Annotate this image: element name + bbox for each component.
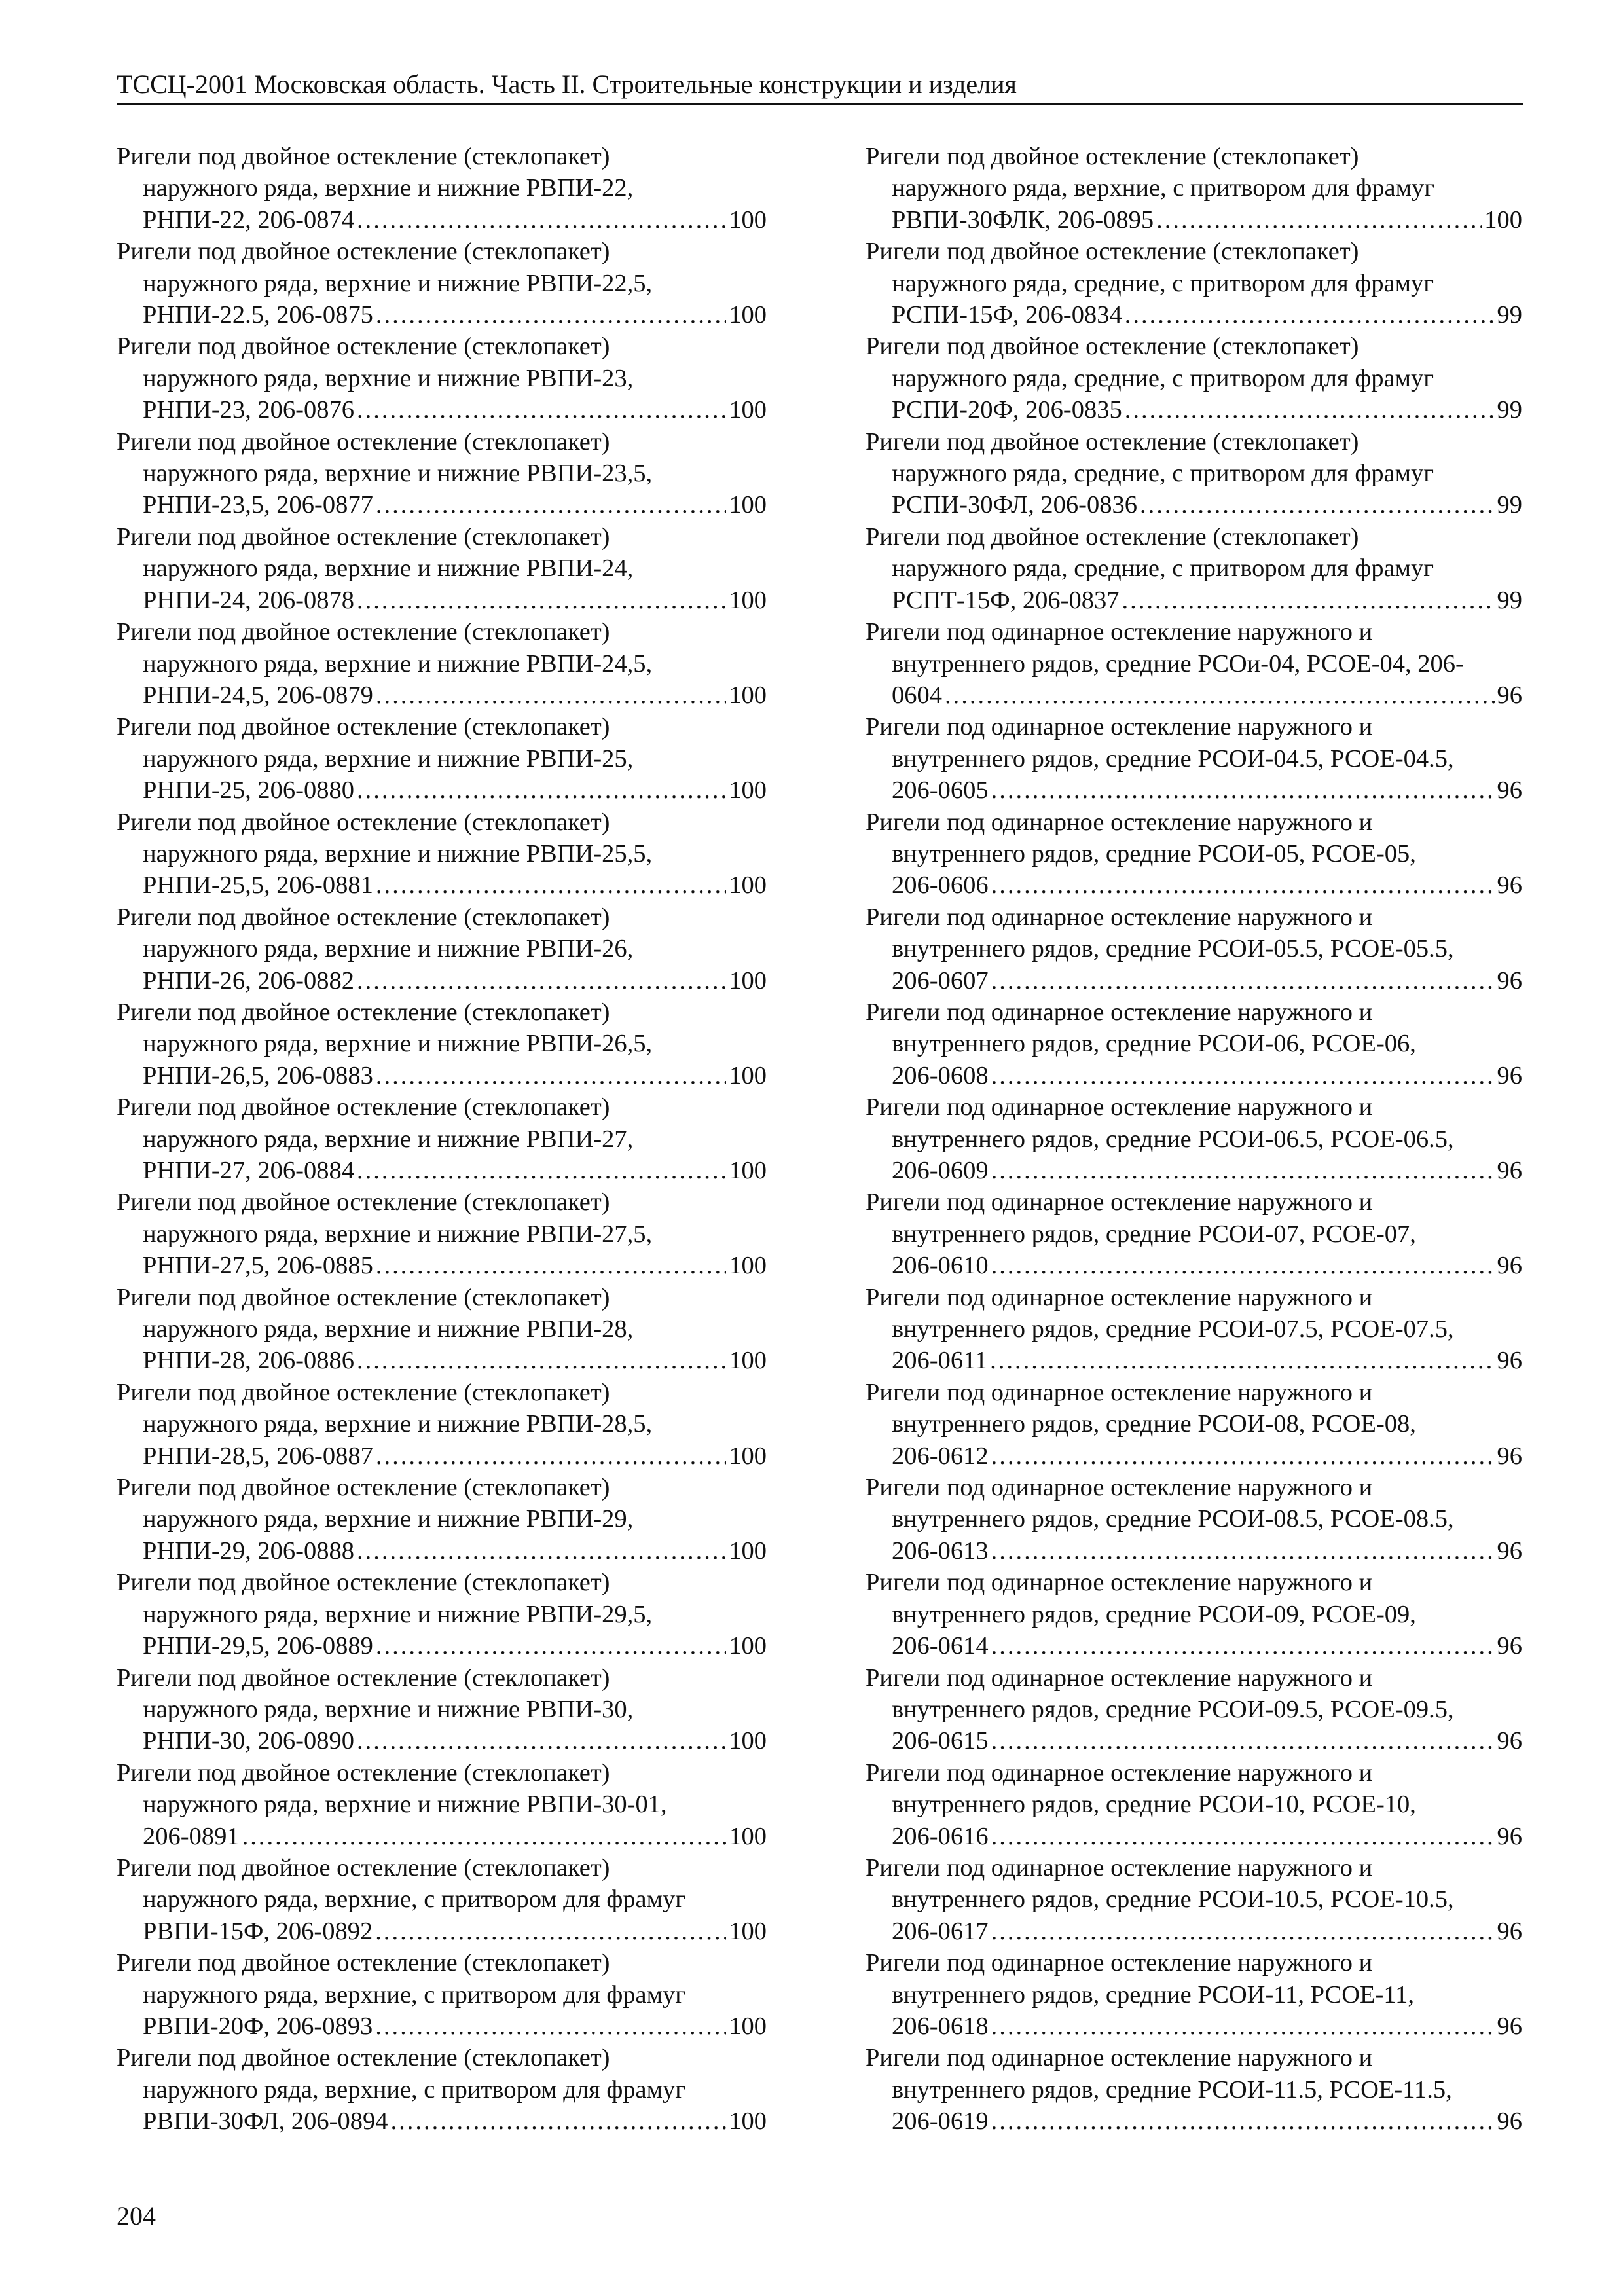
entry-last-line [866,1821,1522,1852]
dot-leader [357,1345,726,1376]
index-entry [866,331,1522,426]
entry-line: внутреннего рядов, средние РСОИ-07, РСОЕ-07, [892,1220,1416,1248]
entry-code: РНПИ-23,5, 206-0877 [143,491,373,519]
entry-line: Ригели под одинарное остекление наружного и [866,1758,1373,1787]
entry-line: Ригели под одинарное остекление наружного и [866,998,1373,1026]
index-entry [117,807,767,902]
index-entry [866,1091,1522,1186]
entry-last-line [117,204,767,236]
entry-line: внутреннего рядов, средние РСОИ-06.5, РСОЕ-06.5, [892,1125,1454,1153]
entry-page-ref: 96 [1497,1347,1522,1375]
entry-line: Ригели под одинарное остекление наружного и [866,1283,1373,1311]
entry-last-line [866,204,1522,236]
dot-leader [991,1821,1495,1852]
entry-code: РНПИ-27, 206-0884 [143,1157,354,1184]
entry-page-ref: 100 [729,1537,767,1565]
entry-line: внутреннего рядов, средние РСОИ-11, РСОЕ-11, [892,1980,1415,2009]
running-header: ТССЦ-2001 Московская область. Часть II. Строительные конструкции и изделия [117,65,1523,105]
entry-page-ref: 100 [729,586,767,614]
entry-code: РНПИ-26, 206-0882 [143,966,354,994]
dot-leader [376,489,726,520]
entry-last-line [117,2011,767,2042]
entry-page-ref: 100 [729,871,767,900]
entry-line: наружного ряда, верхние и нижние РВПИ-30, [143,1695,634,1723]
entry-last-line [866,2011,1522,2042]
entry-line: Ригели под одинарное остекление наружного и [866,1093,1373,1121]
entry-last-line [117,1630,767,1662]
entry-code: 206-0616 [892,1822,989,1850]
dot-leader [376,1630,726,1662]
dot-leader [375,1916,726,1947]
entry-page-ref: 100 [729,1822,767,1850]
entry-code: 0604 [892,681,942,709]
entry-code: 206-0607 [892,966,989,994]
entry-last-line [866,299,1522,331]
index-entry [117,426,767,521]
entry-page-ref: 99 [1497,396,1522,424]
entry-line: внутреннего рядов, средние РСОИ-05, РСОЕ-05, [892,839,1416,867]
entry-line: Ригели под одинарное остекление наружного и [866,1949,1373,1977]
entry-line: внутреннего рядов, средние РСОИ-10, РСОЕ-10, [892,1791,1416,1819]
index-entry [117,2042,767,2137]
entry-code: РНПИ-22, 206-0874 [143,206,354,234]
entry-page-ref: 100 [729,1347,767,1375]
dot-leader [357,1725,726,1757]
entry-line: Ригели под двойное остекление (стеклопакет) [117,2044,610,2072]
index-entry [866,141,1522,236]
entry-line: наружного ряда, верхние и нижние РВПИ-29, [143,1505,634,1533]
index-entry [866,1567,1522,1662]
index-entry [866,1472,1522,1567]
entry-page-ref: 96 [1497,1632,1522,1660]
entry-code: 206-0619 [892,2107,989,2136]
entry-line: наружного ряда, средние, с притвором для фрамуг [892,364,1434,392]
entry-page-ref: 96 [1497,1917,1522,1945]
entry-line: Ригели под одинарное остекление наружного и [866,2044,1373,2072]
entry-line: Ригели под двойное остекление (стеклопакет) [117,1093,610,1121]
entry-page-ref: 96 [1497,1822,1522,1850]
entry-line: Ригели под двойное остекление (стеклопакет) [117,618,610,646]
index-entry [866,902,1522,996]
entry-line: Ригели под двойное остекление (стеклопакет) [117,428,610,456]
entry-page-ref: 99 [1497,586,1522,614]
entry-code: РНПИ-25, 206-0880 [143,776,354,805]
entry-page-ref: 96 [1497,1537,1522,1565]
dot-leader [1125,299,1495,331]
entry-last-line [117,2105,767,2137]
entry-line: наружного ряда, верхние и нижние РВПИ-29,5, [143,1600,653,1628]
entry-line: наружного ряда, средние, с притвором для фрамуг [892,269,1434,297]
entry-last-line [866,585,1522,616]
entry-code: РНПИ-29, 206-0888 [143,1537,354,1565]
entry-line: Ригели под двойное остекление (стеклопакет) [117,333,610,361]
dot-leader [357,585,726,616]
index-entry [866,1377,1522,1472]
index-entry [866,521,1522,616]
entry-last-line [866,1250,1522,1281]
index-entry [866,616,1522,711]
entry-last-line [866,1155,1522,1186]
dot-leader [357,1155,726,1186]
index-entry [866,1852,1522,1947]
index-entry [117,236,767,331]
dot-leader [991,965,1495,996]
dot-leader [376,1060,726,1091]
entry-page-ref: 100 [729,1917,767,1945]
dot-leader [991,869,1495,901]
entry-page-ref: 96 [1497,2012,1522,2040]
dot-leader [991,1060,1495,1091]
entry-page-ref: 100 [729,1442,767,1470]
dot-leader [357,965,726,996]
dot-leader [991,1535,1495,1567]
entry-code: РСПИ-15Ф, 206-0834 [892,301,1122,329]
entry-code: 206-0610 [892,1252,989,1280]
entry-line: наружного ряда, средние, с притвором для фрамуг [892,460,1434,488]
entry-last-line [866,2105,1522,2137]
entry-page-ref: 100 [729,776,767,805]
index-entry [117,1757,767,1852]
index-entry [866,1186,1522,1281]
dot-leader [376,1250,726,1281]
entry-last-line [117,1725,767,1757]
index-entry [117,141,767,236]
entry-code: 206-0612 [892,1442,989,1470]
entry-last-line [117,869,767,901]
entry-last-line [866,774,1522,806]
dot-leader [376,680,726,711]
entry-line: внутреннего рядов, средние РСОи-04, РСОЕ-04, 206- [892,649,1464,678]
index-entry [866,996,1522,1091]
dot-leader [991,1440,1495,1472]
entry-line: наружного ряда, верхние и нижние РВПИ-30-01, [143,1791,667,1819]
entry-last-line [117,680,767,711]
index-entry [117,1947,767,2042]
entry-page-ref: 100 [729,2107,767,2136]
entry-line: Ригели под двойное остекление (стеклопакет) [866,333,1359,361]
entry-line: внутреннего рядов, средние РСОИ-08.5, РСОЕ-08.5, [892,1505,1454,1533]
entry-page-ref: 99 [1497,491,1522,519]
entry-page-ref: 96 [1497,871,1522,900]
entry-line: Ригели под двойное остекление (стеклопакет) [866,522,1359,551]
entry-code: 206-0611 [892,1347,988,1375]
entry-code: 206-0614 [892,1632,989,1660]
index-entry [117,1282,767,1377]
entry-code: РНПИ-29,5, 206-0889 [143,1632,373,1660]
entry-code: РВПИ-30ФЛ, 206-0894 [143,2107,388,2136]
index-entry [866,1757,1522,1852]
entry-line: Ригели под одинарное остекление наружного и [866,1378,1373,1406]
index-entry [117,902,767,996]
entry-last-line [866,394,1522,426]
entry-line: наружного ряда, верхние и нижние РВПИ-24, [143,555,634,583]
index-entry [117,1091,767,1186]
index-entry [866,2042,1522,2137]
index-entry [866,426,1522,521]
entry-last-line [866,1725,1522,1757]
entry-page-ref: 96 [1497,966,1522,994]
entry-line: Ригели под двойное остекление (стеклопакет) [117,1664,610,1692]
entry-page-ref: 96 [1497,681,1522,709]
dot-leader [991,1155,1495,1186]
index-entry [866,1947,1522,2042]
entry-code: РНПИ-28,5, 206-0887 [143,1442,373,1470]
entry-line: Ригели под двойное остекление (стеклопакет) [866,238,1359,266]
entry-last-line [117,1345,767,1376]
entry-line: Ригели под двойное остекление (стеклопакет) [117,522,610,551]
entry-page-ref: 96 [1497,1157,1522,1184]
entry-page-ref: 96 [1497,1061,1522,1089]
entry-last-line [866,1535,1522,1567]
entry-line: наружного ряда, верхние и нижние РВПИ-28, [143,1315,634,1343]
entry-last-line [117,1440,767,1472]
index-entry [117,1377,767,1472]
entry-code: РНПИ-24, 206-0878 [143,586,354,614]
entry-last-line [117,965,767,996]
entry-line: Ригели под одинарное остекление наружного и [866,1569,1373,1597]
entry-code: 206-0615 [892,1727,989,1755]
index-column-left [117,141,767,2138]
dot-leader [376,1440,726,1472]
entry-page-ref: 100 [729,966,767,994]
dot-leader [991,1630,1495,1662]
entry-page-ref: 100 [1484,206,1522,234]
entry-last-line [866,965,1522,996]
dot-leader [242,1821,727,1852]
entry-code: 206-0608 [892,1061,989,1089]
dot-leader [991,1916,1495,1947]
entry-last-line [117,1821,767,1852]
entry-last-line [866,1630,1522,1662]
entry-code: РНПИ-24,5, 206-0879 [143,681,373,709]
entry-page-ref: 96 [1497,1252,1522,1280]
dot-leader [991,1725,1495,1757]
entry-last-line [117,1535,767,1567]
entry-line: Ригели под двойное остекление (стеклопакет) [117,713,610,741]
entry-line: Ригели под двойное остекление (стеклопакет) [117,998,610,1026]
entry-line: наружного ряда, верхние и нижние РВПИ-25, [143,744,634,773]
dot-leader [375,2011,726,2042]
entry-line: наружного ряда, верхние, с притвором для фрамуг [143,1886,686,1914]
entry-code: 206-0613 [892,1537,989,1565]
entry-last-line [866,680,1522,711]
entry-last-line [117,394,767,426]
entry-page-ref: 100 [729,491,767,519]
entry-line: наружного ряда, верхние и нижние РВПИ-28,5, [143,1410,653,1438]
index-entry [117,331,767,426]
entry-page-ref: 100 [729,1061,767,1089]
entry-page-ref: 100 [729,396,767,424]
dot-leader [991,2011,1495,2042]
entry-line: наружного ряда, верхние и нижние РВПИ-23, [143,364,634,392]
entry-page-ref: 96 [1497,1442,1522,1470]
entry-line: наружного ряда, верхние и нижние РВПИ-27, [143,1125,634,1153]
entry-line: наружного ряда, верхние, с притвором для фрамуг [143,2075,686,2104]
entry-line: Ригели под одинарное остекление наружного и [866,1853,1373,1882]
entry-line: внутреннего рядов, средние РСОИ-09, РСОЕ-09, [892,1600,1416,1628]
entry-code: РНПИ-26,5, 206-0883 [143,1061,373,1089]
entry-last-line [866,1916,1522,1947]
entry-line: Ригели под двойное остекление (стеклопакет) [117,238,610,266]
entry-line: наружного ряда, верхние, с притвором для фрамуг [143,1980,686,2009]
entry-code: 206-0617 [892,1917,989,1945]
dot-leader [1125,394,1495,426]
entry-page-ref: 100 [729,206,767,234]
entry-line: внутреннего рядов, средние РСОИ-07.5, РСОЕ-07.5, [892,1315,1454,1343]
entry-line: Ригели под одинарное остекление наружного и [866,1474,1373,1502]
index-entry [117,521,767,616]
entry-code: РСПИ-30ФЛ, 206-0836 [892,491,1137,519]
entry-code: 206-0609 [892,1157,989,1184]
entry-code: 206-0605 [892,776,989,805]
entry-page-ref: 100 [729,1252,767,1280]
entry-last-line [866,489,1522,520]
entry-last-line [117,299,767,331]
entry-line: наружного ряда, верхние и нижние РВПИ-23,5, [143,460,653,488]
entry-line: Ригели под одинарное остекление наружного и [866,808,1373,836]
entry-line: наружного ряда, верхние, с притвором для фрамуг [892,174,1435,202]
entry-code: РСПТ-15Ф, 206-0837 [892,586,1120,614]
entry-code: РСПИ-20Ф, 206-0835 [892,396,1122,424]
entry-line: Ригели под двойное остекление (стеклопакет) [117,1949,610,1977]
entry-last-line [117,585,767,616]
entry-line: Ригели под одинарное остекление наружного и [866,903,1373,931]
dot-leader [376,869,726,901]
entry-last-line [117,774,767,806]
entry-line: Ригели под двойное остекление (стеклопакет) [117,1474,610,1502]
entry-page-ref: 100 [729,2012,767,2040]
index-entry [117,711,767,806]
entry-code: РНПИ-27,5, 206-0885 [143,1252,373,1280]
dot-leader [357,1535,726,1567]
entry-line: Ригели под двойное остекление (стеклопакет) [117,903,610,931]
index-entry [866,711,1522,806]
entry-line: наружного ряда, верхние и нижние РВПИ-26,5, [143,1030,653,1058]
entry-last-line [117,1250,767,1281]
entry-page-ref: 100 [729,1157,767,1184]
entry-line: наружного ряда, верхние и нижние РВПИ-24,5, [143,649,653,678]
entry-code: РВПИ-30ФЛК, 206-0895 [892,206,1154,234]
dot-leader [357,204,726,236]
entry-line: Ригели под одинарное остекление наружного и [866,1664,1373,1692]
entry-line: наружного ряда, верхние и нижние РВПИ-22,5, [143,269,653,297]
entry-line: наружного ряда, верхние и нижние РВПИ-22, [143,174,634,202]
entry-line: внутреннего рядов, средние РСОИ-11.5, РСОЕ-11.5, [892,2075,1452,2104]
dot-leader [991,1250,1495,1281]
entry-last-line [117,1916,767,1947]
entry-code: 206-0606 [892,871,989,900]
entry-line: внутреннего рядов, средние РСОИ-10.5, РСОЕ-10.5, [892,1886,1454,1914]
entry-page-ref: 100 [729,301,767,329]
index-entry [866,1662,1522,1757]
entry-line: Ригели под двойное остекление (стеклопакет) [117,1283,610,1311]
entry-page-ref: 96 [1497,776,1522,805]
index-entry [117,1852,767,1947]
entry-last-line [117,489,767,520]
entry-line: Ригели под двойное остекление (стеклопакет) [117,1758,610,1787]
dot-leader [1156,204,1482,236]
entry-code: РНПИ-25,5, 206-0881 [143,871,373,900]
entry-code: РНПИ-23, 206-0876 [143,396,354,424]
dot-leader [1140,489,1495,520]
entry-line: Ригели под двойное остекление (стеклопакет) [117,1569,610,1597]
entry-page-ref: 100 [729,681,767,709]
entry-line: наружного ряда, верхние и нижние РВПИ-26, [143,935,634,963]
entry-line: наружного ряда, верхние и нижние РВПИ-27,5, [143,1220,653,1248]
entry-code: РНПИ-28, 206-0886 [143,1347,354,1375]
dot-leader [991,774,1495,806]
entry-code: РВПИ-20Ф, 206-0893 [143,2012,373,2040]
entry-page-ref: 99 [1497,301,1522,329]
entry-last-line [866,1345,1522,1376]
index-column-right [866,141,1522,2138]
entry-last-line [117,1060,767,1091]
entry-line: Ригели под одинарное остекление наружного и [866,1188,1373,1216]
entry-code: РНПИ-30, 206-0890 [143,1727,354,1755]
index-entry [117,616,767,711]
entry-page-ref: 100 [729,1632,767,1660]
entry-last-line [866,1440,1522,1472]
entry-code: 206-0891 [143,1822,240,1850]
entry-code: РВПИ-15Ф, 206-0892 [143,1917,373,1945]
dot-leader [990,1345,1494,1376]
entry-code: 206-0618 [892,2012,989,2040]
dot-leader [357,774,726,806]
entry-code: РНПИ-22.5, 206-0875 [143,301,373,329]
index-entry [117,996,767,1091]
page-number: 204 [117,2201,156,2231]
entry-line: Ригели под двойное остекление (стеклопакет) [117,1378,610,1406]
entry-line: Ригели под двойное остекление (стеклопакет) [117,143,610,170]
entry-line: наружного ряда, средние, с притвором для фрамуг [892,555,1434,583]
index-entry [117,1567,767,1662]
entry-line: Ригели под двойное остекление (стеклопакет) [866,143,1359,170]
index-entry [866,236,1522,331]
dot-leader [357,394,726,426]
entry-last-line [866,869,1522,901]
entry-line: Ригели под двойное остекление (стеклопакет) [866,428,1359,456]
dot-leader [376,299,726,331]
entry-line: внутреннего рядов, средние РСОИ-05.5, РСОЕ-05.5, [892,935,1454,963]
dot-leader [1122,585,1494,616]
entry-line: Ригели под двойное остекление (стеклопакет) [117,1188,610,1216]
entry-last-line [866,1060,1522,1091]
entry-line: Ригели под одинарное остекление наружного и [866,618,1373,646]
entry-page-ref: 96 [1497,1727,1522,1755]
index-entry [117,1662,767,1757]
index-entry [866,807,1522,902]
entry-page-ref: 96 [1497,2107,1522,2136]
entry-line: Ригели под двойное остекление (стеклопакет) [117,1853,610,1882]
entry-line: внутреннего рядов, средние РСОИ-06, РСОЕ-06, [892,1030,1416,1058]
entry-line: Ригели под одинарное остекление наружного и [866,713,1373,741]
entry-page-ref: 100 [729,1727,767,1755]
index-entry [117,1186,767,1281]
entry-last-line [117,1155,767,1186]
entry-line: Ригели под двойное остекление (стеклопакет) [117,808,610,836]
index-entry [117,1472,767,1567]
entry-line: наружного ряда, верхние и нижние РВПИ-25,5, [143,839,653,867]
entry-line: внутреннего рядов, средние РСОИ-04.5, РСОЕ-04.5, [892,744,1454,773]
index-entry [866,1282,1522,1377]
entry-line: внутреннего рядов, средние РСОИ-09.5, РСОЕ-09.5, [892,1695,1454,1723]
dot-leader [945,680,1495,711]
entry-line: внутреннего рядов, средние РСОИ-08, РСОЕ-08, [892,1410,1416,1438]
dot-leader [390,2105,726,2137]
dot-leader [991,2105,1495,2137]
